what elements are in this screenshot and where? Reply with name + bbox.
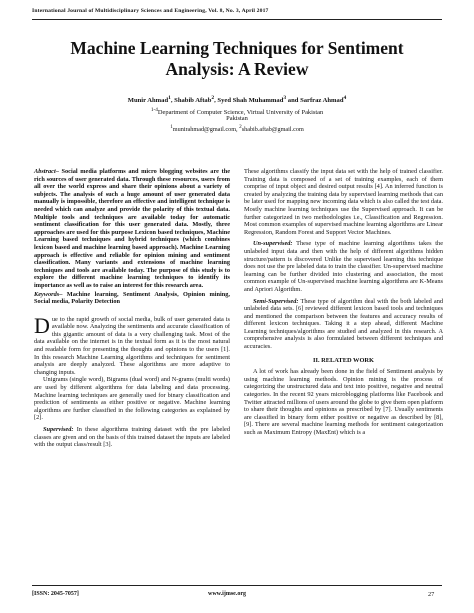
footer-rule	[32, 585, 442, 586]
section-heading: II. RELATED WORK	[312, 356, 375, 364]
paragraph: Supervised: In these algorithms training dataset with the pre labeled classes are given and on the basis of this trained dataset the inputs are labeled with the output class/result [3].	[34, 426, 230, 449]
footer-website-link[interactable]: www.ijmse.org	[208, 591, 246, 597]
page-number: 27	[428, 591, 435, 598]
header-rule	[32, 19, 442, 20]
author-list: Munir Ahmad$^1$, Shabib Aftab$^2$, Syed Shah Muhammad$^3$ and Sarfraz Ahmad$^4$	[127, 95, 347, 105]
paragraph: A lot of work has already been done in the field of Sentiment analysis by using machine learning methods. Opinion mining is the process of categorizing the unstructured data and text into positive, negative and neutral categories. In the recent 92 years microblogging platforms like Facebook and Twitter attracted millions of users around the globe to give them open platform to share their thoughts and opinions as prescribed by [7]. Usually sentiments are classified in binary form either positive or negative as described by [8], [9]. There are several machine learning methods for sentiment categorization such as Maximum Entropy (MaxEnt) which is a	[244, 368, 443, 436]
paragraph: Semi-Supervised: These type of algorithm deal with the both labeled and unlabeled data sets. [6] reviewed different lexicon based tools and techniques and mentioned the comparison between the features and accuracy results of different lexicon techniques. Taking it a step ahead, different Machine Learning techniques/algorithms are studied and analyzed in this research. A comprehensive analysis is also formulated between different techniques and accuracies.	[244, 297, 443, 351]
drop-cap: D	[34, 312, 50, 338]
email-link[interactable]: munirahmad@gmail.com,	[172, 126, 240, 134]
title-line-2: Analysis: A Review	[165, 59, 309, 79]
right-column	[244, 168, 443, 437]
title-line-1: Machine Learning Techniques for Sentiment	[70, 38, 404, 58]
footer-issn: [ISSN: 2045-7057]	[32, 591, 79, 597]
email-link[interactable]: shabib.aftab@gmail.com	[241, 126, 304, 134]
affiliation: $^{1-4}$Department of Computer Science, Virtual University of Pakistan	[150, 107, 324, 117]
author-name: Sarfraz Ahmad	[300, 97, 344, 105]
paper-title	[32, 38, 442, 80]
paragraph: These algorithms classify the input data set with the help of trained classifier. Training data is composed of a set of training examples, each of them comprise of input object and desired output results [4]. An inferred function is created by analyzing the training data by supervised learning methods that can be later used for mapping new incoming data which is also called the test data. Mostly machine learning techniques use the Supervised approach. It can be further categorized in two methodologies i.e., Classification and Regression. Most common examples of supervised machine learning algorithms are Linear Regression, Random Forest and Support Vector Machines.	[244, 168, 443, 236]
running-head: International Journal of Multidisciplinary Sciences and Engineering, Vol. 8, No. 3, April 2017	[32, 8, 269, 14]
paragraph: Un-supervised: These type of machine learning algorithms takes the unlabeled input data and then with the help of different algorithms hidden structure/pattern is discovered Unlike the supervised learning this technique does not use the pre labeled data to train the classifier. Un-supervised machine learning can be further divided into clustering and association, the most common example of Un-supervised machine learning algorithms are K-Means and Apriori Algorithm.	[244, 240, 443, 293]
abstract: Abstract– Social media platforms and micro blogging websites are the rich sources of user generated data. Through these resources, users from all over the world express and share their opinions about a variety of subjects. The analysis of such a huge amount of user generated data manually is impossible, therefore an effective and intelligent technique is needed which can analyze and provide the polarity of this textual data. Multiple tools and techniques are available today for automatic sentiment classification for this user generated data. Mostly, three approaches are used for this purpose Lexicon based techniques, Machine Learning based techniques and hybrid techniques (which combines lexicon based and machine learning based approach). Machine Learning approach is effective and reliable for opinion mining and sentiment classification. Many variants and extensions of machine learning techniques and tools are available today. The purpose of this study is to explore the different machine learning techniques to identify its importance as well as to raise an interest for this research area. Keywords– Machine learning, Sentiment Analysis, Opinion mining, Social media, Polarity Detection	[34, 168, 230, 306]
left-column	[34, 168, 230, 449]
introduction: Due to the rapid growth of social media, bulk of user generated data is available now. Analyzing the sentiments and accurate classification of this gigantic amount of data is a very challenging task. Most of the data available on the internet is in the textual form as it is the most natural and readable form for presenting the thoughts and opinions to the users [1]. In this research Machine Learning algorithms and techniques for sentiment analysis are deeply analyzed. These algorithms are more adaptive to changing inputs. Unigrams (single word), Bigrams (dual word) and N-grams (multi words) are used by different algorithms for data labeling and data processing. Machine learning techniques are generally used for binary classification and prediction of sentiments as either positive or negative. Machine learning algorithms are further classified in the following categories as explained by [2]. Supervised: In these algorithms training dataset with the pre labeled classes are given and on the basis of this trained dataset the inputs are labeled with the output class/result [3].	[34, 312, 230, 449]
author-name: Shabib Aftab	[174, 97, 212, 105]
paragraph: Unigrams (single word), Bigrams (dual word) and N-grams (multi words) are used by different algorithms for data labeling and data processing. Machine learning techniques are generally used for binary classification and prediction of sentiments as either positive or negative. Machine learning algorithms are further classified in the following categories as explained by [2].	[34, 376, 230, 422]
author-name: Syed Shah Muhammad	[217, 97, 284, 105]
keywords: Keywords– Machine learning, Sentiment Analysis, Opinion mining, Social media, Polarity Detection	[34, 290, 230, 306]
author-name: Munir Ahmad	[127, 97, 169, 105]
author-emails: $^1$munirahmad@gmail.com, $^2$shabib.aftab@gmail.com	[170, 124, 304, 134]
affiliation-country: Pakistan	[226, 115, 248, 122]
